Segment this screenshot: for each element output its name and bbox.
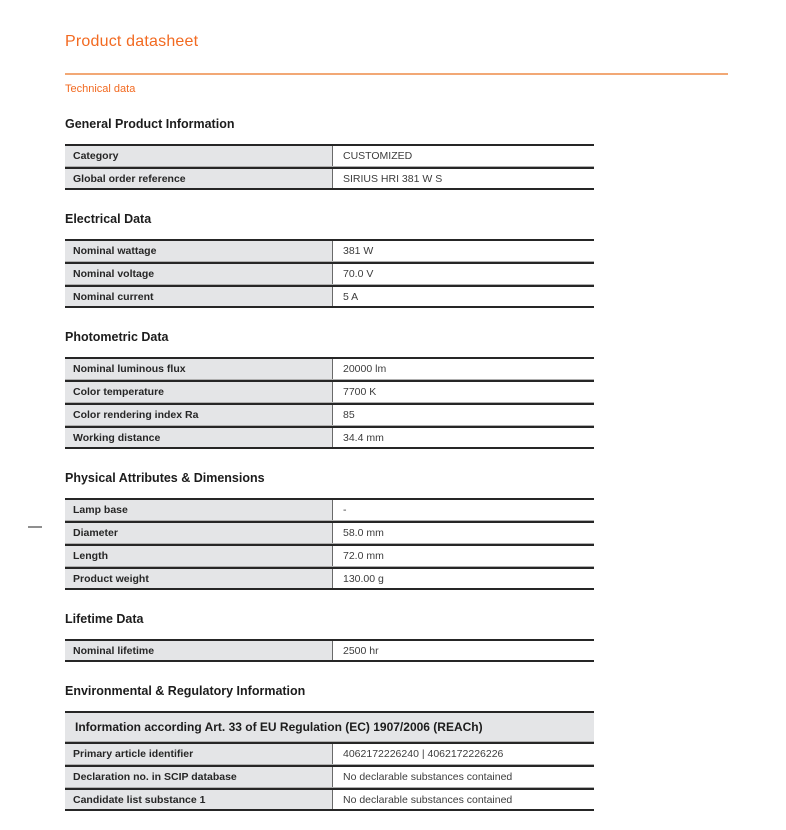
row-value: -: [333, 500, 594, 520]
row-label: Nominal voltage: [65, 264, 333, 284]
table-row: [65, 639, 594, 662]
table-row: [65, 357, 594, 380]
reach-banner: Information according Art. 33 of EU Regulation (EC) 1907/2006 (REACh): [65, 711, 594, 742]
row-value: 58.0 mm: [333, 523, 594, 543]
section-environmental-regulatory: [65, 684, 594, 811]
table-row: [65, 426, 594, 449]
row-value: 20000 lm: [333, 359, 594, 379]
section-physical-attributes: [65, 471, 594, 590]
row-label: Nominal luminous flux: [65, 359, 333, 379]
page-title: Product datasheet: [65, 33, 199, 50]
row-value: 70.0 V: [333, 264, 594, 284]
row-label: Declaration no. in SCIP database: [65, 767, 333, 787]
row-label: Nominal wattage: [65, 241, 333, 261]
table-row: [65, 239, 594, 262]
row-label: Primary article identifier: [65, 744, 333, 764]
table-row: [65, 498, 594, 521]
section-heading: Physical Attributes & Dimensions: [65, 471, 265, 485]
row-value: 4062172226240 | 4062172226226: [333, 744, 594, 764]
table-row: [65, 742, 594, 765]
orange-divider: [65, 73, 728, 75]
spec-table: [65, 639, 594, 662]
row-value: 85: [333, 405, 594, 425]
row-label: Nominal current: [65, 287, 333, 306]
table-row: [65, 380, 594, 403]
section-heading: General Product Information: [65, 117, 235, 131]
row-value: 72.0 mm: [333, 546, 594, 566]
row-label: Nominal lifetime: [65, 641, 333, 660]
row-label: Length: [65, 546, 333, 566]
section-heading: Electrical Data: [65, 212, 152, 226]
row-value: 130.00 g: [333, 569, 594, 588]
spec-table: [65, 239, 594, 308]
row-label: Category: [65, 146, 333, 166]
row-value: SIRIUS HRI 381 W S: [333, 169, 594, 188]
table-row: [65, 521, 594, 544]
row-value: 7700 K: [333, 382, 594, 402]
spec-table: [65, 144, 594, 190]
section-general-product-information: [65, 117, 594, 190]
datasheet-page: [65, 0, 728, 811]
page-margin-marker: [28, 526, 42, 528]
row-label: Diameter: [65, 523, 333, 543]
table-row: [65, 544, 594, 567]
row-label: Working distance: [65, 428, 333, 447]
row-value: 2500 hr: [333, 641, 594, 660]
row-label: Candidate list substance 1: [65, 790, 333, 809]
table-row: [65, 262, 594, 285]
section-heading: Environmental & Regulatory Information: [65, 684, 306, 698]
section-electrical-data: [65, 212, 594, 308]
table-row: [65, 788, 594, 811]
section-photometric-data: [65, 330, 594, 449]
row-label: Color rendering index Ra: [65, 405, 333, 425]
row-value: CUSTOMIZED: [333, 146, 594, 166]
table-row: [65, 403, 594, 426]
row-value: No declarable substances contained: [333, 767, 594, 787]
row-value: 381 W: [333, 241, 594, 261]
section-heading: Photometric Data: [65, 330, 169, 344]
row-value: 5 A: [333, 287, 594, 306]
row-value: 34.4 mm: [333, 428, 594, 447]
row-label: Product weight: [65, 569, 333, 588]
row-label: Global order reference: [65, 169, 333, 188]
spec-table: [65, 711, 594, 811]
section-lifetime-data: [65, 612, 594, 662]
table-row: [65, 765, 594, 788]
table-row: [65, 285, 594, 308]
table-row: [65, 144, 594, 167]
row-value: No declarable substances contained: [333, 790, 594, 809]
section-heading: Lifetime Data: [65, 612, 144, 626]
spec-table: [65, 498, 594, 590]
row-label: Lamp base: [65, 500, 333, 520]
technical-data-label: Technical data: [65, 83, 136, 95]
spec-table: [65, 357, 594, 449]
row-label: Color temperature: [65, 382, 333, 402]
table-row: [65, 567, 594, 590]
table-row: [65, 167, 594, 190]
